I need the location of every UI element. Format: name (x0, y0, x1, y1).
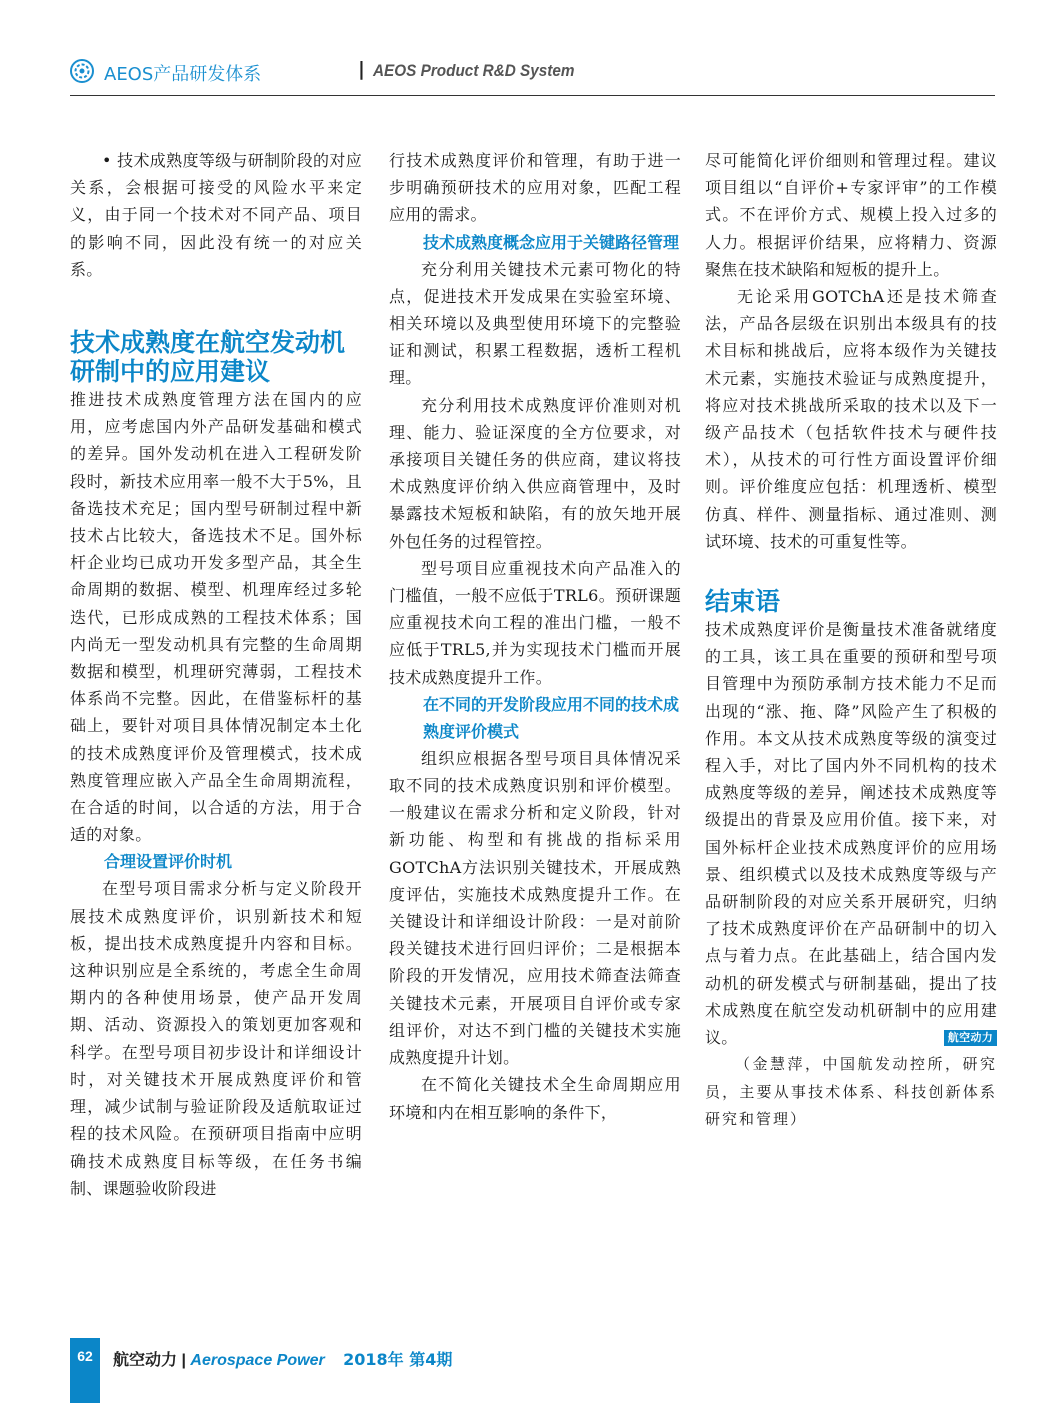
paragraph-path-3: 型号项目应重视技术向产品准入的门槛值，一般不应低于TRL6。预研课题应重视技术向工程的准出门槛，一般不应低于TRL5,并为实现技术门槛而开展技术成熟度提升工作。 (389, 558, 681, 687)
conclusion-text: 技术成熟度评价是衡量技术准备就绪度的工具，该工具在重要的预研和型号项目管理中为预防承制方技术能力不足而出现的“涨、拖、降”风险产生了积极的作用。本文从技术成熟度等级的演变过程入手，对比了国内外不同机构的技术成熟度等级的差异，阐述技术成熟度等级提出的背景及应用价值。接下来，对国外标杆企业技术成熟度评价的应用场景、组织模式以及技术成熟度等级与产品研制阶段的对应关系开展研究，归纳了技术成熟度评价在产品研制中的切入点与着力点。在此基础上，结合国内发动机的研发模式与研制基础，提出了技术成熟度在航空发动机研制中的应用建议。 (705, 620, 997, 1048)
paragraph-conclusion (705, 616, 997, 1051)
footer-separator: | (181, 1352, 186, 1369)
header-en-title: AEOS Product R&D System (373, 61, 575, 80)
author-bio: （金慧萍，中国航发动控所，研究员，主要从事技术体系、科技创新体系研究和管理） (705, 1055, 997, 1128)
column-3 (705, 147, 997, 1133)
end-mark-badge: 航空动力 (944, 1030, 997, 1046)
magazine-en-name: Aerospace Power (190, 1352, 325, 1369)
header-cn-title: AEOS产品研发体系 (104, 64, 262, 85)
column-2 (389, 147, 681, 1126)
subsection-title-critical-path: 技术成熟度概念应用于关键路径管理 (423, 232, 680, 252)
paragraph-gotcha: 无论采用GOTChA还是技术筛查法，产品各层级在识别出本级具有的技术目标和挑战后，应将本级作为关键技术元素，实施技术验证与成熟度提升，将应对技术挑战所采取的技术以及下一级产品技术（包括软件技术与硬件技术），从技术的可行性方面设置评价细则。评价维度应包括：机理透析、模型仿真、样件、测量指标、通过准则、测试环境、技术的可重复性等。 (705, 287, 997, 551)
paragraph-continued: 行技术成熟度评价和管理，有助于进一步明确预研技术的应用对象，匹配工程应用的需求。 (389, 151, 681, 225)
page-number: 62 (77, 1348, 93, 1364)
paragraph-path-2: 充分利用技术成熟度评价准则对机理、能力、验证深度的全方位要求，对承接项目关键任务的供应商，建议将技术成熟度评价纳入供应商管理中，及时暴露技术短板和缺陷，有的放矢地开展外包任务的过程管控。 (389, 395, 681, 551)
issue-label: 2018年 第4期 (343, 1350, 453, 1369)
subsection-title-stages: 在不同的开发阶段应用不同的技术成熟度评价模式 (423, 694, 680, 741)
section-title-recommendations: 技术成熟度在航空发动机研制中的应用建议 (70, 328, 346, 387)
paragraph-intro: 推进技术成熟度管理方法在国内的应用，应考虑国内外产品研发基础和模式的差异。国外发动机在进入工程研发阶段时，新技术应用率一般不大于5%，且备选技术充足；国内型号研制过程中新技术占比较大，备选技术不足。国外标杆企业均已成功开发多型产品，其全生命周期的数据、模型、机理库经过多轮迭代，已形成成熟的工程技术体系；国内尚无一型发动机具有完整的生命周期数据和模型，机理研究薄弱，工程技术体系尚不完整。因此，在借鉴标杆的基础上，要针对项目具体情况制定本土化的技术成熟度评价及管理模式，技术成熟度管理应嵌入产品全生命周期流程，在合适的时间，以合适的方法，用于合适的对象。 (70, 390, 362, 845)
paragraph-timing: 在型号项目需求分析与定义阶段开展技术成熟度评价，识别新技术和短板，提出技术成熟度提升内容和目标。这种识别应是全系统的，考虑全生命周期内的各种使用场景，使产品开发周期、活动、资源投入的策划更加客观和科学。在型号项目初步设计和详细设计时，对关键技术开展成熟度评价和管理，减少试制与验证阶段及适航取证过程的技术风险。在预研项目指南中应明确技术成熟度目标等级，在任务书编制、课题验收阶段进 (70, 879, 362, 1198)
section-title-conclusion: 结束语 (705, 587, 781, 617)
footer-magazine-info (113, 1347, 452, 1370)
bullet-paragraph: • 技术成熟度等级与研制阶段的对应关系，会根据可接受的风险水平来定义，由于同一个技术对不同产品、项目的影响不同，因此没有统一的对应关系。 (70, 151, 362, 279)
paragraph-path-1: 充分利用关键技术元素可物化的特点，促进技术开发成果在实验室环境、相关环境以及典型使用环境下的完整验证和测试，积累工程数据，透析工程机理。 (389, 259, 681, 388)
header-rule (70, 95, 995, 96)
subsection-title-timing: 合理设置评价时机 (104, 852, 233, 872)
page-header (70, 58, 995, 88)
aeos-logo-icon (70, 59, 94, 83)
paragraph-mode-1: 组织应根据各型号项目具体情况采取不同的技术成熟度识别和评价模型。一般建议在需求分析和定义阶段，针对新功能、构型和有挑战的指标采用GOTChA方法识别关键技术，开展成熟度评估，实施技术成熟度提升工作。在关键设计和详细设计阶段：一是对前阶段关键技术进行回归评价；二是根据本阶段的开发情况，应用技术筛查法筛查关键技术元素，开展项目自评价或专家组评价，对达不到门槛的关键技术实施成熟度提升计划。 (389, 748, 681, 1068)
magazine-cn-name: 航空动力 (113, 1350, 178, 1369)
header-separator: | (358, 58, 365, 80)
paragraph-continued-2: 尽可能简化评价细则和管理过程。建议项目组以“自评价+专家评审”的工作模式。不在评价方式、规模上投入过多的人力。根据评价结果，应将精力、资源聚焦在技术缺陷和短板的提升上。 (705, 151, 997, 279)
paragraph-mode-2: 在不简化关键技术全生命周期应用环境和内在相互影响的条件下， (389, 1075, 681, 1122)
column-1 (70, 147, 362, 1202)
